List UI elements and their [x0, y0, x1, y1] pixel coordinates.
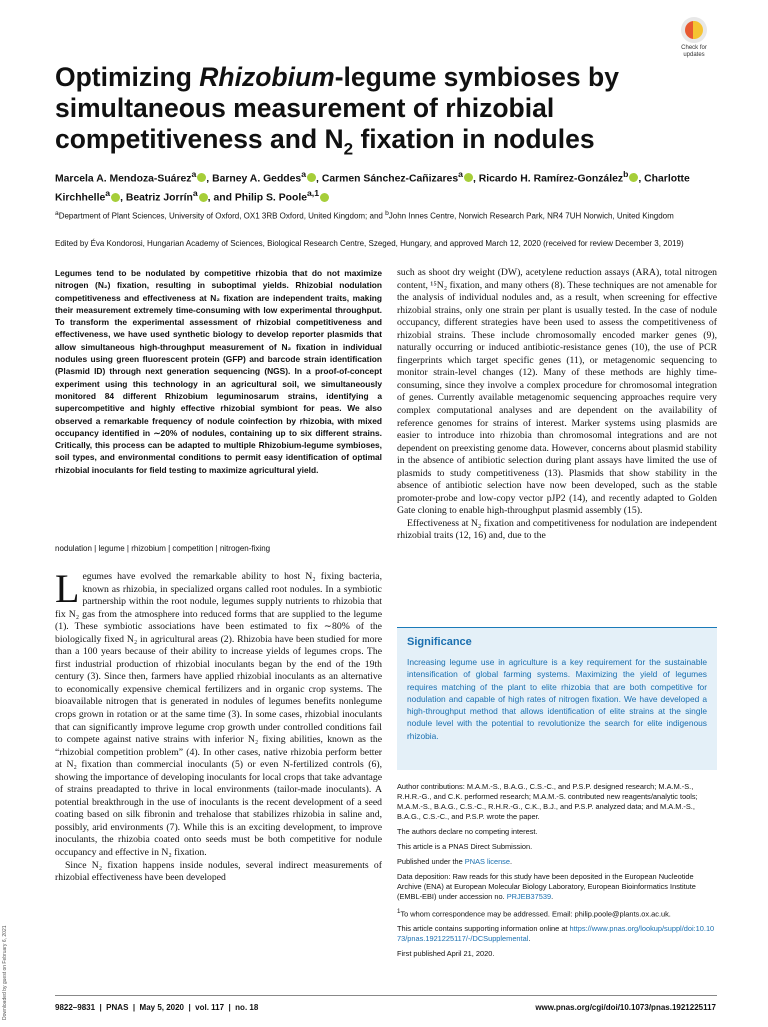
- author-contributions: Author contributions: M.A.M.-S., B.A.G., C.S.-C., and P.S.P. designed research; M.A.M.-S., R.H.R.-G., and C.K. performed research; M.A.M.-S. contributed new reagents/analytic tools; M.A.M.-S., B.A.G., C.S.-C., R.H.R.-G., C.K., B.J., and P.S.P. analyzed data; and M.A.M.-S., B.A.G., C.S.-C., and P.S.P. wrote the paper.: [397, 782, 698, 821]
- edited-by: Edited by Éva Kondorosi, Hungarian Academy of Sciences, Biological Research Centre, Szeged, Hungary, and approved March 12, 2020 (received for review December 3, 2019): [55, 239, 684, 248]
- orcid-icon[interactable]: [197, 173, 206, 182]
- footer-doi[interactable]: www.pnas.org/cgi/doi/10.1073/pnas.1921225117: [535, 1003, 716, 1012]
- article-title: Optimizing Rhizobium-legume symbioses by simultaneous measurement of rhizobial competitiveness and $N_2$ fixation in nodules: [55, 62, 619, 159]
- drop-cap: L: [55, 566, 80, 611]
- orcid-icon[interactable]: [629, 173, 638, 182]
- check-updates-label: Check for updates: [681, 45, 707, 58]
- orcid-icon[interactable]: [111, 193, 120, 202]
- correspondence: $^1$To whom correspondence may be addressed. Email: philip.poole@plants.ox.ac.uk.: [397, 908, 671, 919]
- author: Barney A. Geddes: [212, 173, 302, 185]
- license-link[interactable]: PNAS license: [464, 857, 510, 866]
- orcid-icon[interactable]: [464, 173, 473, 182]
- direct-submission: This article is a PNAS Direct Submission.: [397, 842, 533, 851]
- footer-divider: [55, 995, 717, 996]
- author: Beatriz Jorrín: [125, 192, 193, 204]
- body-text-right: [397, 267, 717, 543]
- crossmark-icon: [681, 17, 707, 43]
- significance-text: Increasing legume use in agriculture is a key requirement for the sustainable intensification of global farming systems. Maximizing the yield of legumes requires matching of the plant to elite rhizobia that are both competitive for nodulation and capable of high rates of nitrogen fixation. We have developed a high-throughput method that allows identification of elite strains at the single nodule level with the potential to revolutionize the search for elite indigenous rhizobia.: [407, 657, 707, 741]
- significance-heading: Significance: [407, 636, 472, 648]
- intro-paragraph: Legumes have evolved the remarkable ability to host N₂ fixing bacteria, known as rhizobia, in specialized organs called root nodules. In a symbiotic partnership within the root nodule, legumes supply nutrients to rhizobia that fix N₂ gas from the atmosphere into reduced forms that are supplied to the legume (1). These symbiotic associations have been estimated to fix ∼80% of the biologically fixed N₂ in agricultural areas (2). Rhizobia have been studied for more than a 100 years because of their ability to increase yields of legumes crops. The first industrial production of rhizobial inoculants began by the end of the 19th century (3). Since then, farmers have applied rhizobial inoculants as an alternative to economically expensive chemical fertilizers and in organic crop systems. The bioavailable nitrogen that is generated in nodules of legumes benefits nonlegume crops grown in rotation or at the same time (3). In some cases, rhizobial inoculants that can significantly improve legume crop growth under controlled conditions fail to compete against native strains with inferior N₂ fixing abilities, known as the “rhizobial competition problem” (4). In other cases, native rhizobia perform better at N₂ fixation than commercial inoculants (5) or even N-fertilized controls (6), showing the importance of developing inoculants for local crops that take advantage of strains preadapted to thrive in local environments (tailor-made inoculants). A potential breakthrough in the use of inoculants is the recent development of a seed coating based on silk fibronin and trehalose that stabilizes rhizobia in saline and, possibly, arid environments (7). While this is an exciting development, to improve inoculants, the rhizobia coated onto seeds must be both competitive for nodule occupancy and effective in N₂ fixation.: [55, 566, 382, 859]
- body-paragraph: Since N₂ fixation happens inside nodules, several indirect measurements of rhizobial effectiveness have been developed: [55, 859, 382, 884]
- body-text-left: [55, 566, 382, 885]
- accession-link[interactable]: PRJEB37539: [506, 892, 552, 901]
- keywords: nodulation | legume | rhizobium | competition | nitrogen-fixing: [55, 544, 271, 553]
- author: Marcela A. Mendoza-Suárez: [55, 173, 192, 185]
- affiliations: $^a$Department of Plant Sciences, University of Oxford, OX1 3RB Oxford, United Kingdom; and $^b$John Innes Centre, Norwich Research Park, NR4 7UH Norwich, United Kingdom: [55, 210, 674, 221]
- data-deposition: Data deposition: Raw reads for this study have been deposited in the European Nucleotide Archive (ENA) at European Molecular Biology Laboratory, European Bioinformatics Institute (EMBL-EBI) under accession no. PRJEB37539.: [397, 872, 696, 901]
- competing-interest: The authors declare no competing interest.: [397, 827, 538, 836]
- supporting-info: This article contains supporting information online at https://www.pnas.org/lookup/suppl/doi:10.1073/pnas.1921225117/-/DCSupplemental.: [397, 924, 715, 944]
- license-note: Published under the PNAS license.: [397, 857, 513, 866]
- orcid-icon[interactable]: [307, 173, 316, 182]
- body-paragraph: Effectiveness at N₂ fixation and competitiveness for nodulation are independent rhizobial traits (12, 16) and, due to the: [397, 517, 717, 542]
- orcid-icon[interactable]: [320, 193, 329, 202]
- orcid-icon[interactable]: [199, 193, 208, 202]
- footer-citation: 9822–9831 | PNAS | May 5, 2020 | vol. 117 | no. 18: [55, 1003, 259, 1012]
- author: Ricardo H. Ramírez-González: [478, 173, 624, 185]
- publish-date: First published April 21, 2020.: [397, 949, 495, 959]
- download-watermark: Downloaded by guest on February 6, 2021: [2, 925, 8, 1020]
- author-list: Marcela A. Mendoza-Suárez$^a$ , Barney A. Geddes$^a$ , Carmen Sánchez-Cañizares$^a$ , Ricardo H. Ramírez-González$^b$ , Charlotte Kirchhelle$^a$ , Beatriz Jorrín$^a$ , and Philip S. Poole$^{a,1}$: [55, 169, 690, 204]
- author: Charlotte Kirchhelle: [55, 173, 690, 204]
- significance-box: [397, 627, 717, 770]
- article-notes: [397, 782, 717, 964]
- body-paragraph: such as shoot dry weight (DW), acetylene reduction assays (ARA), total nitrogen content, ¹⁵N₂ fixation, and many others (8). These techniques are not amenable for the analysis of individual nodules and, as a result, when screening for effective rhizobial strains, only one strain per plant is usually tested. In the case of nodule occupancy, different strategies have been used to assess the competitiveness of rhizobial strains. These include chromosomally encoded marker genes (9), naturally occurring or induced antibiotic-resistance genes (10), the use of PCR fingerprints which target specific genes (11), or metagenomic sequencing to monitor strain-level changes (12). Many of these methods are highly time-consuming, since they involve a complex procedure for chromosomal integration of genes. Currently available metagenomic sequencing approaches require very complex computational analyses and are dependent on the availability of reference genomes for strains of interest. Marker systems using plasmids are easier to introduce into rhizobia than chromosomal integrations and are not dependent on preexisting genome data. However, concerns about plasmid stability in the absence of antibiotic selection during plant assays have limited the use of plasmids to study competitiveness (13). Plasmids that show stability in the absence of antibiotic selection have now been developed, such as the stable promoter-probe and low-copy vector pJP2 (14), and recently adapted to Golden Gate cloning to enable high-throughput plasmid assembly (15).: [397, 267, 717, 517]
- author: Carmen Sánchez-Cañizares: [321, 173, 459, 185]
- abstract: Legumes tend to be nodulated by competitive rhizobia that do not maximize nitrogen (N₂) fixation, resulting in suboptimal yields. Rhizobial nodulation competitiveness and effectiveness at N₂ fixation are independent traits, making their measurement extremely time-consuming with low experimental throughput. To transform the experimental assessment of rhizobial competitiveness and effectiveness, we have used synthetic biology to develop reporter plasmids that allow simultaneous high-throughput measurement of N₂ fixation in individual nodules using green fluorescent protein (GFP) and barcode strain identification (Plasmid ID) through next generation sequencing (NGS). In a proof-of-concept experiment using this technology in an agricultural soil, we simultaneously monitored 84 different Rhizobium leguminosarum strains, identifying a supercompetitive and highly effective rhizobial symbiont for peas. We also observed a remarkable frequency of nodule coinfection by rhizobia, with mixed occupancy identified in ∼20% of nodules, containing up to six different strains. Critically, this process can be adapted to multiple Rhizobium-legume symbioses, soil types, and environmental conditions to permit easy identification of optimal rhizobial inoculants for field testing to maximize agricultural yield.: [55, 268, 382, 475]
- check-for-updates-badge[interactable]: [673, 17, 715, 65]
- supplemental-link[interactable]: https://www.pnas.org/lookup/suppl/doi:10.1073/pnas.1921225117/-/DCSupplemental: [397, 924, 715, 944]
- author: and Philip S. Poole: [213, 192, 307, 204]
